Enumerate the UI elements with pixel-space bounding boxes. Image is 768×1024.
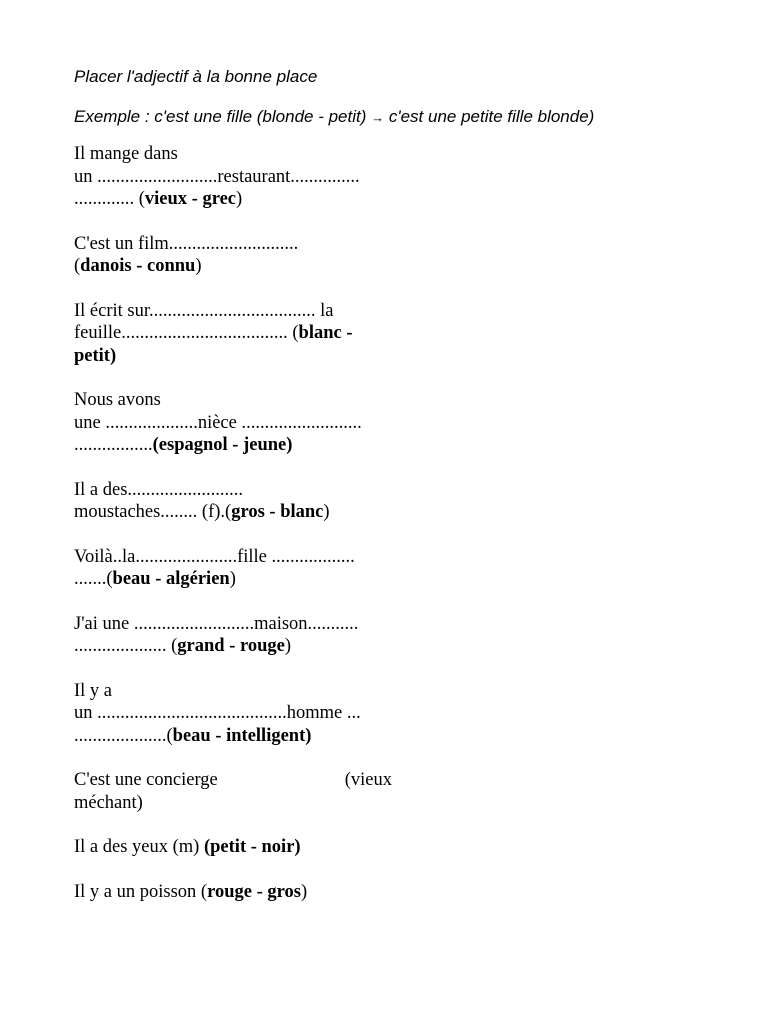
adjectives-hint: danois - connu xyxy=(80,256,196,276)
adjectives-hint: (petit - noir) xyxy=(203,837,301,857)
example-before: Exemple : c'est une fille (blonde - petit) xyxy=(74,107,372,126)
exercise-line xyxy=(74,725,404,748)
exercise-8 xyxy=(74,680,404,748)
exercise-line: Voilà..la......................fille .................. xyxy=(74,546,355,567)
exercise-11 xyxy=(74,881,404,904)
paren-text: ) xyxy=(236,189,243,209)
exercise-line: méchant) xyxy=(74,792,143,813)
exercise-5 xyxy=(74,479,404,524)
adjectives-hint: blanc - xyxy=(298,323,353,343)
exercise-line xyxy=(74,836,404,859)
exercise-line: Il y a xyxy=(74,680,113,701)
exercise-line xyxy=(74,769,392,792)
exercise-line: Il a des......................... xyxy=(74,479,244,500)
exercise-line xyxy=(74,322,404,345)
blank-text: feuille.................................... ( xyxy=(74,323,299,343)
exercise-line: un .........................................homme ... xyxy=(74,703,361,723)
exercise-line: un ..........................restaurant............... xyxy=(74,166,360,187)
adjectives-hint: beau - intelligent) xyxy=(172,725,312,746)
exercise-line: une ....................nièce .......................... xyxy=(74,412,362,433)
exercise-line: J'ai une ..........................maison........... xyxy=(74,613,359,634)
exercise-3 xyxy=(74,300,404,368)
blank-text: ............. ( xyxy=(74,189,145,209)
adjectives-hint: gros - blanc xyxy=(231,502,324,522)
paren-text: ) xyxy=(300,881,308,902)
exercise-line xyxy=(74,255,404,278)
adjectives-hint: (vieux xyxy=(344,770,392,790)
exercise-7 xyxy=(74,613,404,658)
exercise-line xyxy=(74,568,404,591)
exercise-line xyxy=(74,635,404,658)
exercise-line xyxy=(74,345,404,368)
exercise-line xyxy=(74,434,404,457)
paren-text: ) xyxy=(323,502,330,522)
exercise-6 xyxy=(74,546,404,591)
exercise-4 xyxy=(74,389,404,457)
sentence-text: C'est une concierge xyxy=(74,770,218,790)
exercise-line xyxy=(74,881,404,904)
adjectives-hint: beau - algérien xyxy=(112,569,230,589)
sentence-text: Il y a un poisson ( xyxy=(74,881,208,902)
adjectives-hint: (espagnol - jeune) xyxy=(152,435,293,455)
worksheet-page xyxy=(74,66,674,925)
sentence-text: Il a des yeux (m) xyxy=(74,837,204,857)
instruction-title: Placer l'adjectif à la bonne place xyxy=(74,67,318,86)
blank-text: ................. xyxy=(74,435,153,455)
exercise-9 xyxy=(74,769,404,814)
exercise-line: C'est un film............................ xyxy=(74,233,299,254)
exercise-1 xyxy=(74,143,404,211)
exercise-line: Nous avons xyxy=(74,390,161,410)
paren-text: ) xyxy=(284,636,292,656)
paren-text: ) xyxy=(195,256,202,276)
exercise-line: Il mange dans xyxy=(74,144,178,164)
adjectives-hint: grand - rouge xyxy=(177,636,285,656)
adjectives-hint: rouge - gros xyxy=(207,881,301,902)
blank-text: .................... ( xyxy=(74,636,178,656)
paren-text: ) xyxy=(229,569,236,589)
exercise-2 xyxy=(74,233,404,278)
example-after: c'est une petite fille blonde) xyxy=(384,107,595,126)
adjectives-hint: vieux - grec xyxy=(144,189,237,209)
blank-text: ....................( xyxy=(74,725,173,746)
blank-text: .......( xyxy=(74,569,113,589)
exercise-line xyxy=(74,188,404,211)
arrow-icon: → xyxy=(371,110,385,125)
exercise-line: Il écrit sur.................................... la xyxy=(74,300,334,321)
adjectives-hint: petit) xyxy=(74,345,117,366)
paren-text: ( xyxy=(74,256,81,276)
instruction-example xyxy=(74,106,674,129)
blank-text: moustaches........ (f).( xyxy=(74,502,232,522)
exercise-line xyxy=(74,501,404,524)
exercise-10 xyxy=(74,836,404,859)
